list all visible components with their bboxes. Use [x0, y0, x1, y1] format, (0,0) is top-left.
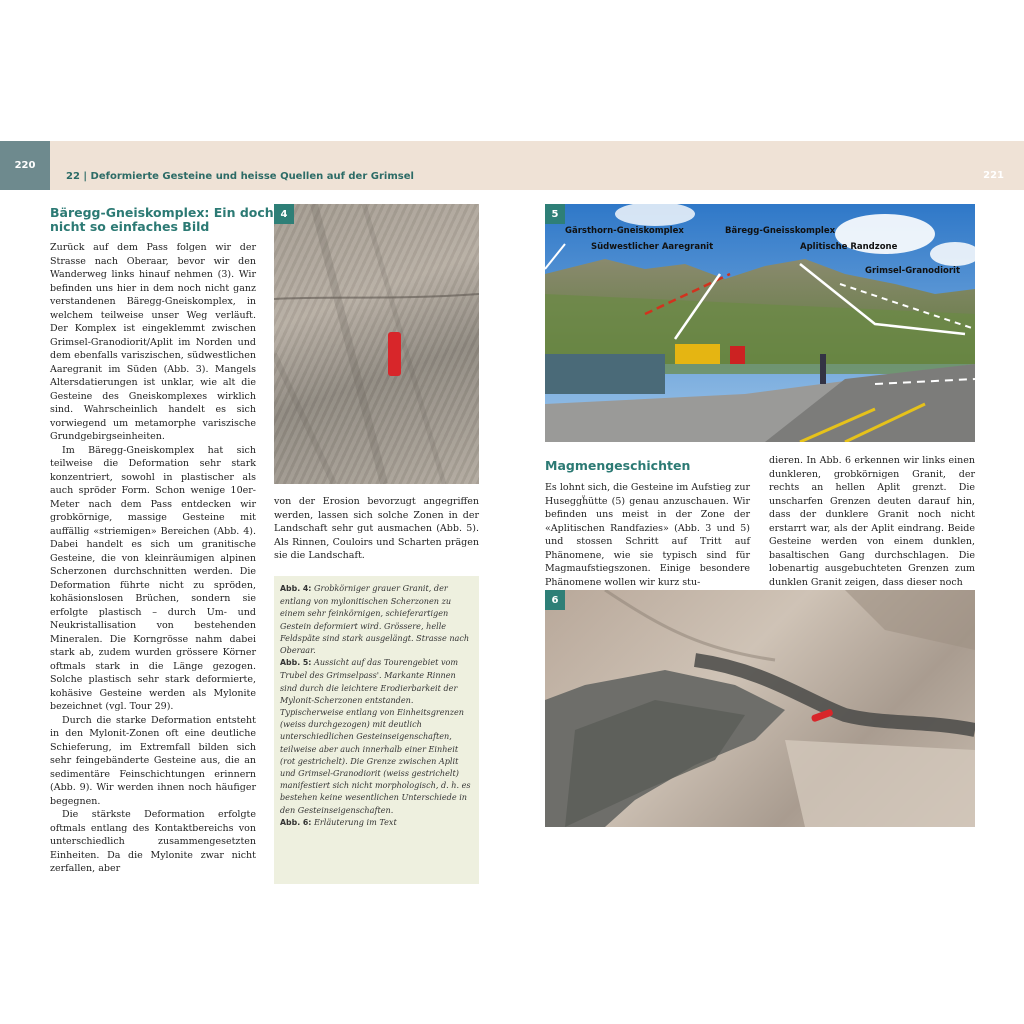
running-title: 22 | Deformierte Gesteine und heisse Quellen auf der Grimsel — [66, 171, 414, 182]
figure-tag: 4 — [274, 204, 294, 224]
page-number-right: 221 — [983, 170, 1004, 181]
caption-abb-5 — [274, 656, 479, 816]
left-column-text — [50, 241, 256, 876]
paragraph: Es lohnt sich, die Gesteine im Aufstieg zur Huseggḧütte (5) genau anzuschauen. Wir befinden uns meist in der Zone der «Aplitischen Randfazies» (Abb. 3 und 5) und stossen Schritt auf Tritt auf Phänomene, wie sie typisch sind für Magmaufstiegszonen. Einige besondere Phänomene wollen wir kurz stu- — [545, 482, 750, 588]
caption-abb-6 — [274, 816, 479, 829]
middle-column-text — [274, 495, 479, 563]
figure-5-photo — [545, 204, 975, 442]
paragraph: Zurück auf dem Pass folgen wir der Strasse nach Oberaar, bevor wir den Wanderweg links hinauf nehmen (3). Wir befinden uns hier in dem noch nicht ganz verstandenen Bäregg-Gneiskomplex, in welchem teilweise unser Weg verläuft. Der Komplex ist eingeklemmt zwischen Grimsel-Granodiorit/Aplit im Norden und dem ebenfalls variszischen, südwestlichen Aaregranit im Süden (Abb. 3). Mangels Altersdatierungen ist unklar, wie alt die Gesteine des Gneiskomplexes wirklich sind. Wahrscheinlich handelt es sich vorwiegend um metamorphe variszische Grundgebirgseinheiten. — [50, 242, 256, 442]
paragraph: Durch die starke Deformation entsteht in den Mylonit-Zonen oft eine deutliche Schieferung, im Extremfall bilden sich sehr feingebänderte Gesteine aus, die an sedimentäre Feinschichtungen erinnern (Abb. 9). Wir werden ihnen noch häufiger begegnen. — [50, 714, 256, 807]
label-gaersthorn: Gärsthorn-Gneiskomplex — [565, 226, 684, 236]
caption-text: Aussicht auf das Tourengebiet vom Trubel des Grimselpass'. Markante Rinnen sind durch die leichtere Erodierbarkeit der Mylonit-Scherzonen entstanden. Typischerweise entlang von Einheitsgrenzen (weiss durchgezogen) mit deutlich unterschiedlichen Gesteinseigenschaften, teilweise aber auch innerhalb einer Einheit (rot gestrichelt). Die Grenze zwischen Aplit und Grimsel-Granodiorit (weiss gestrichelt) manifestiert sich nicht morphologisch, d. h. es bestehen keine wesentlichen Unterschiede in den Gesteinseigenschaften. — [280, 657, 471, 815]
heading-line-1: Bäregg-Gneiskomplex: Ein doch — [50, 205, 274, 220]
label-baeregg: Bäregg-Gneisskomplex — [725, 226, 836, 236]
paragraph: dieren. In Abb. 6 erkennen wir links einen dunkleren, grobkörnigen Granit, der rechts an hellen Aplit grenzt. Die unscharfen Grenzen deuten darauf hin, dass der dunklere Granit noch nicht erstarrt war, als der Aplit eindrang. Beide Gesteine werden von einem dunklen, basaltischen Gang durchschlagen. Die lobenartig ausgebuchteten Grenzen zum dunklen Granit zeigen, dass dieser noch — [769, 455, 975, 588]
figure-tag: 5 — [545, 204, 565, 224]
paragraph: von der Erosion bevorzugt angegriffen werden, lassen sich solche Zonen in der Landschaft sehr gut ausmachen (Abb. 5). Als Rinnen, Couloirs und Scharten prägen sie die Landschaft. — [274, 496, 479, 561]
section-heading-baeregg — [50, 206, 274, 234]
caption-label: Abb. 4: — [280, 584, 312, 593]
granite-texture — [274, 204, 479, 484]
label-aplitische-randzone: Aplitische Randzone — [800, 242, 898, 252]
caption-abb-4 — [274, 576, 479, 656]
heading-line-2: nicht so einfaches Bild — [50, 219, 210, 234]
right-column-1-text — [545, 481, 750, 589]
pocket-knife — [388, 332, 401, 376]
rock-outcrop — [545, 590, 975, 827]
paragraph: Die stärkste Deformation erfolgte oftmals entlang des Kontaktbereichs von unterschiedlich zusammengesetzten Einheiten. Da die Mylonite zwar nicht zerfallen, aber — [50, 809, 256, 874]
caption-label: Abb. 6: — [280, 817, 312, 827]
header-band — [0, 141, 1024, 190]
label-aaregranit: Südwestlicher Aaregranit — [591, 242, 714, 252]
right-column-2-text — [769, 454, 975, 589]
figure-captions — [274, 576, 479, 884]
section-heading-magmengeschichten: Magmengeschichten — [545, 458, 691, 473]
landscape-scene — [545, 204, 975, 442]
figure-4-photo — [274, 204, 479, 484]
caption-text: Erläuterung im Text — [311, 816, 397, 827]
paragraph: Im Bäregg-Gneiskomplex hat sich teilweise die Deformation sehr stark konzentriert, sowohl in plastischer als auch spröder Form. Schon wenige 10er-Meter nach dem Pass entdecken wir grobkörnige, massige Gesteine mit auffällig «striemigen» Bereichen (Abb. 4). Dabei handelt es sich um granitische Gesteine, die von kleinräumigen alpinen Scherzonen durchschnitten werden. Die Deformation führte nicht zu spröden, kohäsionslosen Brüchen, sondern sie erfolgte plastisch – durch Um- und Neukristallisation von bestehenden Mineralen. Die Korngrösse nahm dabei stark ab, zudem wurden grössere Körner oftmals stark in die Länge gezogen. Solche plastisch sehr stark deformierte, kohäsive Gesteine werden als Mylonite bezeichnet (vgl. Tour 29). — [50, 444, 256, 712]
caption-text: Grobkörniger grauer Granit, der entlang von mylonitischen Scherzonen zu einem sehr feinkörnigen, schieferartigen Gestein deformiert wird. Grössere, helle Feldspäte sind stark ausgelängt. Strasse nach Oberaar. — [280, 583, 470, 656]
figure-tag: 6 — [545, 590, 565, 610]
page-number-left: 220 — [0, 141, 50, 190]
label-grimsel-granodiorit: Grimsel-Granodiorit — [865, 266, 961, 276]
figure-6-photo — [545, 590, 975, 827]
caption-label: Abb. 5: — [280, 658, 312, 668]
